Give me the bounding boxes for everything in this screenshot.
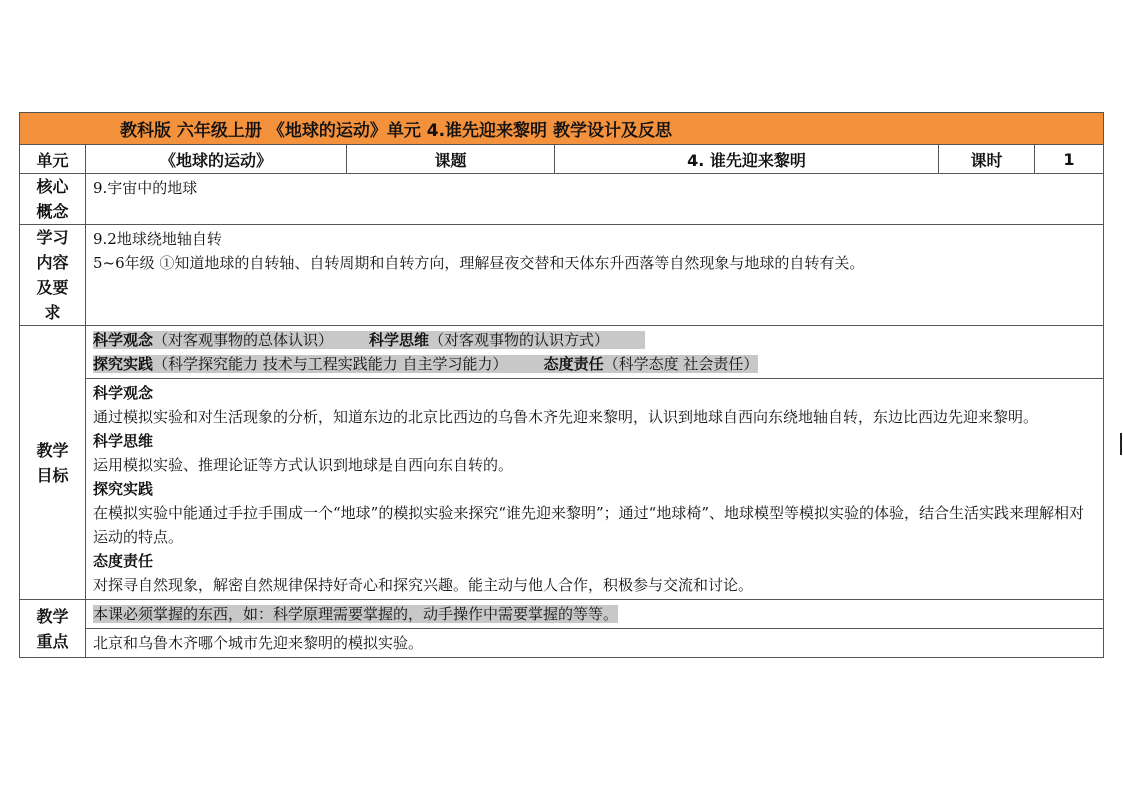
key-points-value-row — [20, 629, 1104, 658]
header-row — [20, 145, 1104, 174]
goals-detail-row — [20, 379, 1104, 600]
goal-text-concept: 通过模拟实验和对生活现象的分析，知道东边的北京比西边的乌鲁木齐先迎来黎明，认识到地球自西向东绕地轴自转，东边比西边先迎来黎明。 — [93, 408, 1039, 426]
page-edge-mark — [1120, 433, 1122, 455]
legend-line-2: 探究实践（科学探究能力 技术与工程实践能力 自主学习能力） 态度责任（科学态度 社会责任） — [93, 355, 759, 373]
goals-legend-row — [20, 326, 1104, 379]
goal-heading-thinking: 科学思维 — [93, 432, 154, 450]
goal-text-practice: 在模拟实验中能通过手拉手围成一个“地球”的模拟实验来探究“谁先迎来黎明”；通过“地球椅”、地球模型等模拟实验的体验，结合生活实践来理解相对运动的特点。 — [93, 504, 1085, 546]
goal-text-attitude: 对探寻自然现象，解密自然规律保持好奇心和探究兴趣。能主动与他人合作，积极参与交流和讨论。 — [93, 576, 754, 594]
unit-value: 《地球的运动》 — [86, 145, 347, 174]
goals-detail — [86, 379, 1104, 600]
topic-label: 课题 — [347, 145, 555, 174]
core-concept-value: 9.宇宙中的地球 — [86, 174, 1104, 225]
key-points-value: 北京和乌鲁木齐哪个城市先迎来黎明的模拟实验。 — [86, 629, 1104, 658]
key-points-hint: 本课必须掌握的东西，如：科学原理需要掌握的，动手操作中需要掌握的等等。 — [86, 600, 1104, 629]
topic-value: 4. 谁先迎来黎明 — [555, 145, 939, 174]
goal-heading-concept: 科学观念 — [93, 384, 154, 402]
document-title: 教科版 六年级上册 《地球的运动》单元 4.谁先迎来黎明 教学设计及反思 — [20, 113, 1104, 145]
core-concept-row — [20, 174, 1104, 225]
key-points-hint-row — [20, 600, 1104, 629]
period-label: 课时 — [939, 145, 1035, 174]
goal-heading-attitude: 态度责任 — [93, 552, 154, 570]
goal-text-thinking: 运用模拟实验、推理论证等方式认识到地球是自西向东自转的。 — [93, 456, 514, 474]
unit-label: 单元 — [20, 145, 86, 174]
period-value: 1 — [1035, 145, 1104, 174]
learning-requirements-row — [20, 225, 1104, 326]
core-concept-label: 核心 概念 — [20, 174, 86, 225]
learning-requirements-value — [86, 225, 1104, 326]
lesson-plan-table — [19, 112, 1104, 658]
learning-line-1: 9.2地球绕地轴自转 — [93, 230, 222, 248]
legend-line-1: 科学观念（对客观事物的总体认识） 科学思维（对客观事物的认识方式） — [93, 328, 1096, 352]
goal-heading-practice: 探究实践 — [93, 480, 154, 498]
teaching-goals-label: 教学 目标 — [20, 326, 86, 600]
key-points-label: 教学 重点 — [20, 600, 86, 658]
learning-line-2: 5~6年级 ①知道地球的自转轴、自转周期和自转方向，理解昼夜交替和天体东升西落等自然现象与地球的自转有关。 — [93, 254, 865, 272]
goals-legend — [86, 326, 1104, 379]
learning-requirements-label: 学习 内容 及要 求 — [20, 225, 86, 326]
